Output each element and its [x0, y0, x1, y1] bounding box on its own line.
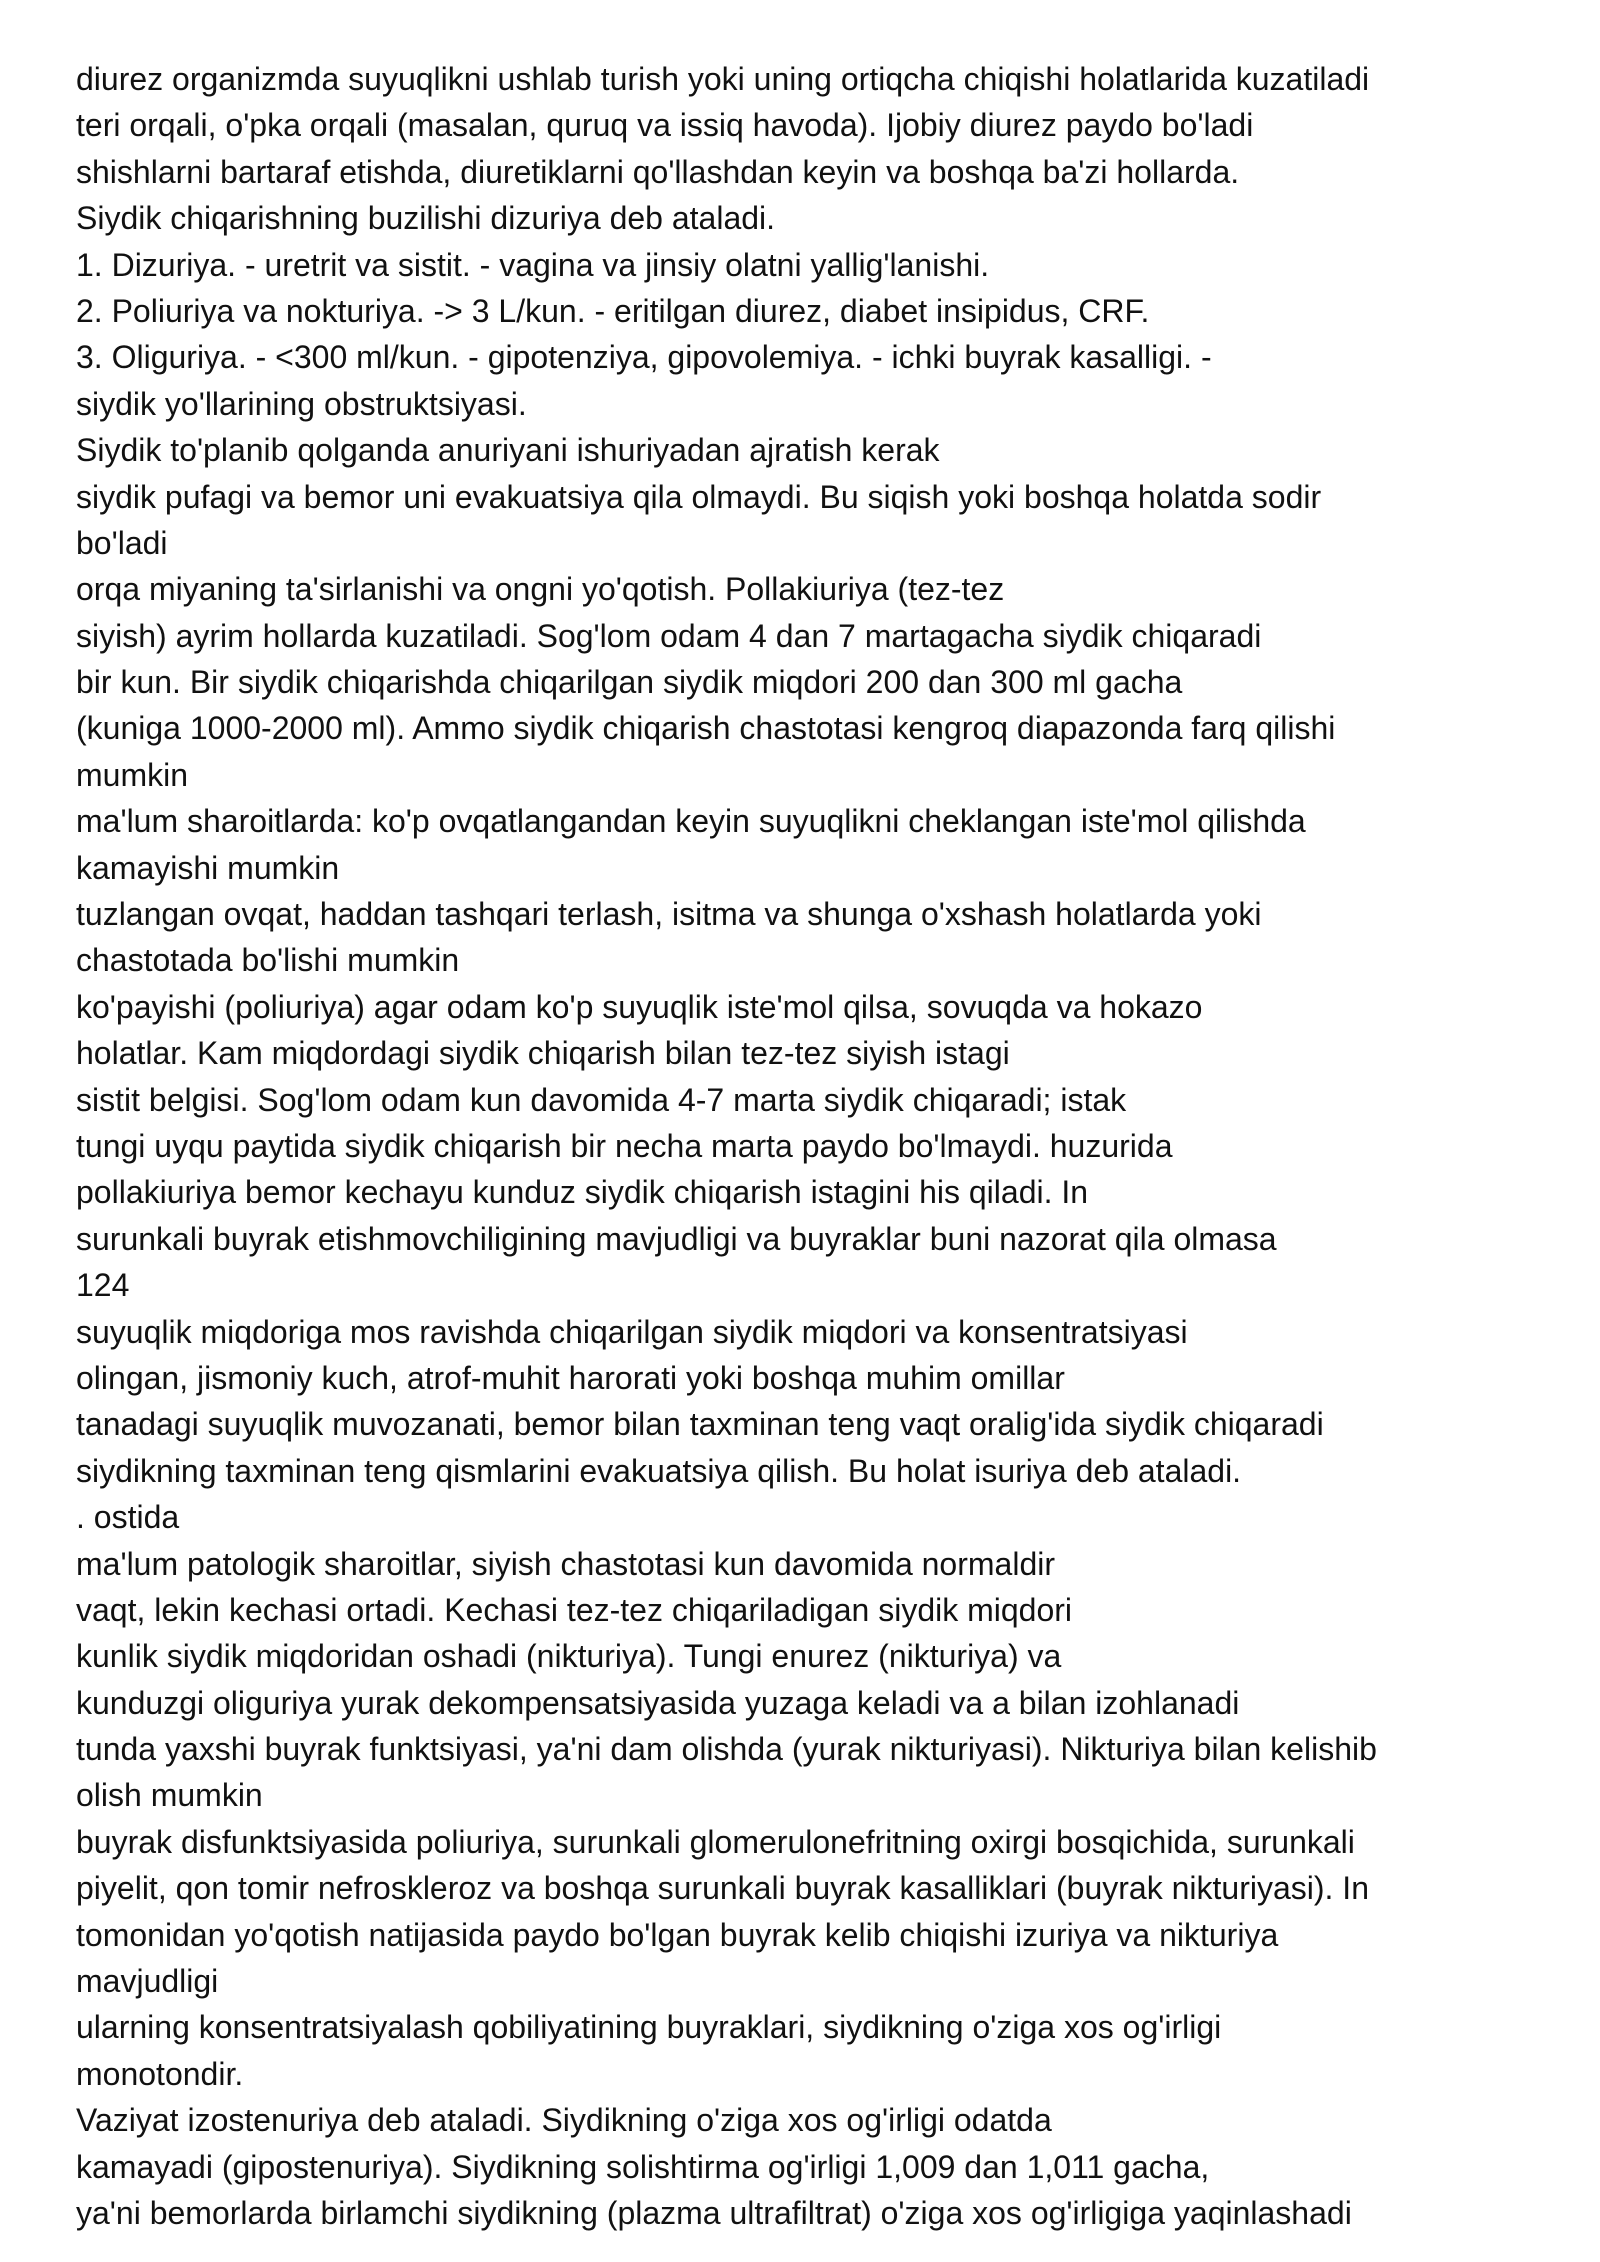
text-line: tungi uyqu paytida siydik chiqarish bir necha marta paydo bo'lmaydi. huzurida — [76, 1127, 1173, 1164]
text-line: ularning konsentratsiyalash qobiliyatining buyraklari, siydikning o'ziga xos og'irligi — [76, 2009, 1222, 2046]
text-line: vaqt, lekin kechasi ortadi. Kechasi tez-tez chiqariladigan siydik miqdori — [76, 1591, 1073, 1628]
text-line: monotondir. — [76, 2055, 244, 2092]
list-item: 3. Oliguriya. - <300 ml/kun. - gipotenziya, gipovolemiya. - ichki buyrak kasalligi. - — [76, 339, 1212, 376]
text-line: siydikning taxminan teng qismlarini evakuatsiya qilish. Bu holat isuriya deb ataladi. — [76, 1452, 1242, 1489]
text-line: orqa miyaning ta'sirlanishi va ongni yo'qotish. Pollakiuriya (tez-tez — [76, 571, 1005, 608]
page-number: 124 — [76, 1267, 130, 1304]
text-line: bir kun. Bir siydik chiqarishda chiqarilgan siydik miqdori 200 dan 300 ml gacha — [76, 664, 1183, 701]
text-line: bo'ladi — [76, 524, 168, 561]
text-line: kunlik siydik miqdoridan oshadi (nikturiya). Tungi enurez (nikturiya) va — [76, 1638, 1062, 1675]
text-line: . ostida — [76, 1499, 180, 1536]
text-line: shishlarni bartaraf etishda, diuretiklarni qo'llashdan keyin va boshqa ba'zi hollarda. — [76, 153, 1240, 190]
text-line: piyelit, qon tomir nefroskleroz va boshqa surunkali buyrak kasalliklari (buyrak nikturiyasi). In — [76, 1870, 1369, 1907]
text-line: pollakiuriya bemor kechayu kunduz siydik chiqarish istagini his qiladi. In — [76, 1174, 1089, 1211]
text-line: suyuqlik miqdoriga mos ravishda chiqarilgan siydik miqdori va konsentratsiyasi — [76, 1313, 1188, 1350]
text-line: tuzlangan ovqat, haddan tashqari terlash, isitma va shunga o'xshash holatlarda yoki — [76, 896, 1262, 933]
text-line: tomonidan yo'qotish natijasida paydo bo'lgan buyrak kelib chiqishi izuriya va nikturiya — [76, 1916, 1279, 1953]
text-line: (kuniga 1000-2000 ml). Ammo siydik chiqarish chastotasi kengroq diapazonda farq qilishi — [76, 710, 1336, 747]
document-page — [76, 56, 1516, 2236]
text-line: holatlar. Kam miqdordagi siydik chiqarish bilan tez-tez siyish istagi — [76, 1035, 1010, 1072]
text-line: olingan, jismoniy kuch, atrof-muhit harorati yoki boshqa muhim omillar — [76, 1359, 1065, 1396]
text-line: ko'payishi (poliuriya) agar odam ko'p suyuqlik iste'mol qilsa, sovuqda va hokazo — [76, 988, 1203, 1025]
text-line: ma'lum sharoitlarda: ko'p ovqatlangandan keyin suyuqlikni cheklangan iste'mol qilishda — [76, 803, 1306, 840]
text-line: diurez organizmda suyuqlikni ushlab turish yoki uning ortiqcha chiqishi holatlarida kuzatiladi — [76, 61, 1370, 97]
text-line: tunda yaxshi buyrak funktsiyasi, ya'ni dam olishda (yurak nikturiyasi). Nikturiya bilan kelishib — [76, 1731, 1377, 1768]
text-line: kamayadi (gipostenuriya). Siydikning solishtirma og'irligi 1,009 dan 1,011 gacha, — [76, 2148, 1210, 2185]
text-line: siydik yo'llarining obstruktsiyasi. — [76, 385, 527, 422]
text-line: ma'lum patologik sharoitlar, siyish chastotasi kun davomida normaldir — [76, 1545, 1055, 1582]
list-item: 1. Dizuriya. - uretrit va sistit. - vagina va jinsiy olatni yallig'lanishi. — [76, 246, 990, 283]
text-line: mavjudligi — [76, 1963, 219, 2000]
text-line: olish mumkin — [76, 1777, 263, 1814]
text-line: ya'ni bemorlarda birlamchi siydikning (plazma ultrafiltrat) o'ziga xos og'irligiga yaqinlashadi — [76, 2194, 1352, 2231]
text-line: siyish) ayrim hollarda kuzatiladi. Sog'lom odam 4 dan 7 martagacha siydik chiqaradi — [76, 617, 1262, 654]
text-line: Vaziyat izostenuriya deb ataladi. Siydikning o'ziga xos og'irligi odatda — [76, 2102, 1052, 2139]
text-line: Siydik to'planib qolganda anuriyani ishuriyadan ajratish kerak — [76, 432, 940, 469]
text-line: mumkin — [76, 756, 189, 793]
list-item: 2. Poliuriya va nokturiya. -> 3 L/kun. - eritilgan diurez, diabet insipidus, CRF. — [76, 292, 1150, 329]
text-line: tanadagi suyuqlik muvozanati, bemor bilan taxminan teng vaqt oralig'ida siydik chiqaradi — [76, 1406, 1324, 1443]
text-line: kamayishi mumkin — [76, 849, 340, 886]
text-line: surunkali buyrak etishmovchiligining mavjudligi va buyraklar buni nazorat qila olmasa — [76, 1220, 1277, 1257]
text-line: buyrak disfunktsiyasida poliuriya, surunkali glomerulonefritning oxirgi bosqichida, surunkali — [76, 1823, 1355, 1860]
text-line: Siydik chiqarishning buzilishi dizuriya deb ataladi. — [76, 200, 776, 237]
text-line: teri orqali, o'pka orqali (masalan, quruq va issiq havoda). Ijobiy diurez paydo bo'ladi — [76, 107, 1254, 144]
text-line: chastotada bo'lishi mumkin — [76, 942, 460, 979]
text-line: siydik pufagi va bemor uni evakuatsiya qila olmaydi. Bu siqish yoki boshqa holatda sodir — [76, 478, 1322, 515]
text-line: kunduzgi oliguriya yurak dekompensatsiyasida yuzaga keladi va a bilan izohlanadi — [76, 1684, 1240, 1721]
text-line: sistit belgisi. Sog'lom odam kun davomida 4-7 marta siydik chiqaradi; istak — [76, 1081, 1127, 1118]
